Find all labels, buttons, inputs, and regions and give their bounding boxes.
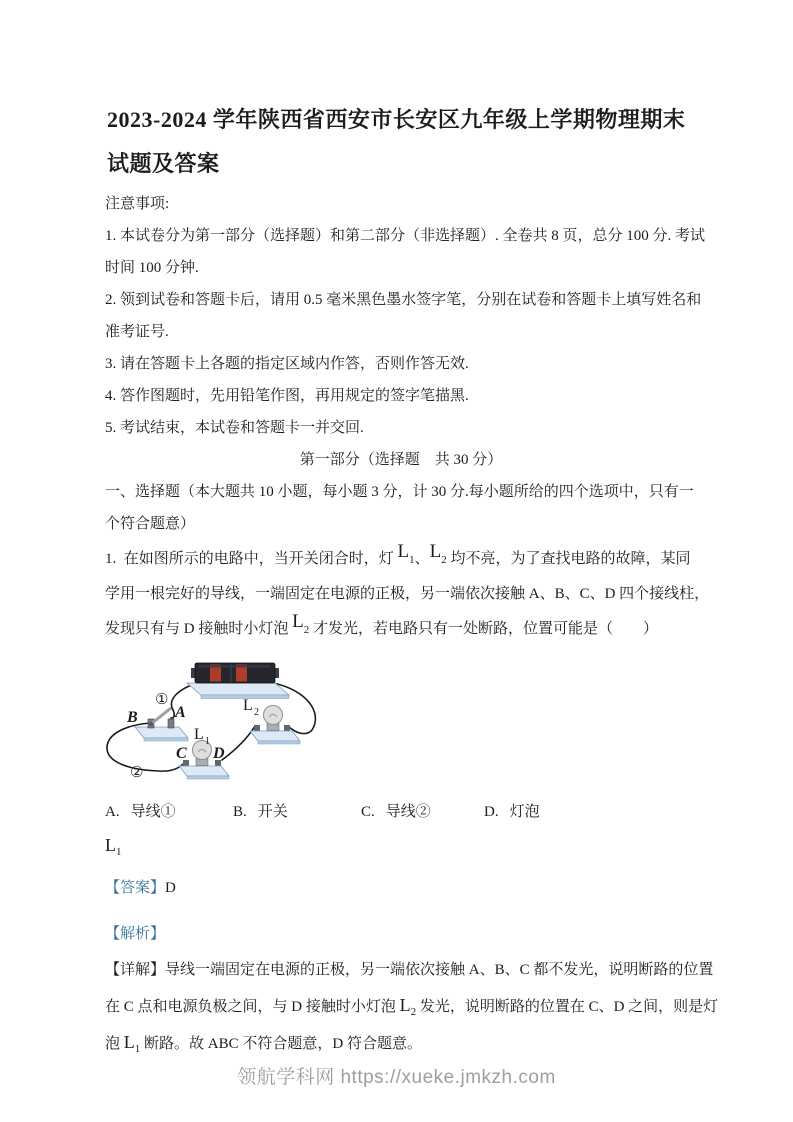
option-d-continuation (105, 835, 697, 859)
notice-line: 时间 100 分钟. (105, 260, 199, 276)
page-title (107, 98, 697, 186)
switch-terminal-a-label: A (175, 704, 186, 721)
answer-value: D (165, 880, 176, 896)
notice-line: 3. 请在答题卡上各题的指定区域内作答，否则作答无效. (105, 356, 469, 372)
notice-line: 准考证号. (105, 324, 169, 340)
switch-terminal-b-label: B (127, 709, 138, 726)
options-row (105, 796, 697, 828)
battery (187, 663, 289, 699)
detail-line2: 在 C 点和电源负极之间，与 D 接触时小灯泡 $L_2$ 发光，说明断路的位置在 C、D 之间，则是灯 (105, 995, 719, 1018)
question-1-line3: 发现只有与 D 接触时小灯泡 $L_2$ 才发光，若电路只有一处断路，位置可能是（ ） (105, 611, 658, 637)
lamp-l1-formula: $L_1$ (397, 541, 415, 566)
question-type-intro-line1: 一、选择题（本大题共 10 小题，每小题 3 分，计 30 分.每小题所给的四个选项中，只有一 (105, 484, 694, 500)
notice-heading: 注意事项: (105, 196, 170, 212)
lamp-l1-label: L (194, 726, 204, 743)
page-title-line1: 2023-2024 学年陕西省西安市长安区九年级上学期物理期末 (107, 107, 686, 132)
wire-2-label: ② (130, 765, 144, 781)
lamp-l1-label-sub: 1 (205, 736, 210, 747)
answer-line (105, 872, 697, 905)
lamp-l1-formula: $L_1$ (105, 835, 122, 858)
question-type-intro-line2: 个符合题意） (105, 516, 196, 532)
watermark-text: 领航学科网 https://xueke.jmkzh.com (237, 1067, 556, 1088)
section-heading: 第一部分（选择题 共 30 分） (299, 452, 503, 468)
question-1-line2: 学用一根完好的导线，一端固定在电源的正极，另一端依次接触 A、B、C、D 四个接线柱， (105, 586, 710, 602)
terminal-c-label: C (176, 745, 187, 762)
notice-line: 4. 答作图题时，先用铅笔作图，再用规定的签字笔描黑. (105, 388, 469, 404)
notice-line: 2. 领到试卷和答题卡后，请用 0.5 毫米黑色墨水签字笔，分别在试卷和答题卡上填写姓名和 (105, 292, 702, 308)
option-a: A. 导线① (105, 804, 176, 820)
analysis-line (105, 918, 697, 951)
question-1 (105, 541, 710, 647)
lamp-l1-formula: $L_1$ (123, 1032, 141, 1055)
detail-label: 【详解】 (105, 962, 166, 978)
option-b: B. 开关 (233, 804, 288, 820)
lamp-l2-label-sub: 2 (254, 707, 259, 718)
terminal-d-label: D (213, 745, 225, 762)
lamp-l2-label: L (243, 697, 253, 714)
detail-line3: 泡 $L_1$ 断路。故 ABC 不符合题意，D 符合题意。 (105, 1032, 422, 1055)
wire-1-label: ① (155, 692, 169, 708)
answer-label: 【答案】 (105, 880, 166, 896)
option-c: C. 导线② (361, 804, 431, 820)
notice-line: 5. 考试结束，本试卷和答题卡一并交回. (105, 420, 364, 436)
lamp-l2-formula: $L_2$ (429, 541, 447, 566)
page-title-line2: 试题及答案 (107, 151, 220, 176)
question-1-line1: 1. 在如图所示的电路中，当开关闭合时，灯 $L_1$、$L_2$ 均不亮，为了查找电路的故障，某同 (105, 541, 691, 567)
detail-line1: 【详解】导线一端固定在电源的正极，另一端依次接触 A、B、C 都不发光，说明断路的位置 (105, 962, 714, 978)
circuit-figure (101, 655, 366, 787)
lamp-l2-formula: $L_2$ (292, 611, 310, 636)
analysis-label: 【解析】 (105, 926, 166, 942)
detail-explanation (105, 952, 719, 1063)
notice-line: 1. 本试卷分为第一部分（选择题）和第二部分（非选择题）. 全卷共 8 页，总分 100 分. 考试 (105, 228, 706, 244)
lamp-l2-formula: $L_2$ (399, 995, 417, 1018)
option-d: D. 灯泡 (484, 804, 540, 820)
